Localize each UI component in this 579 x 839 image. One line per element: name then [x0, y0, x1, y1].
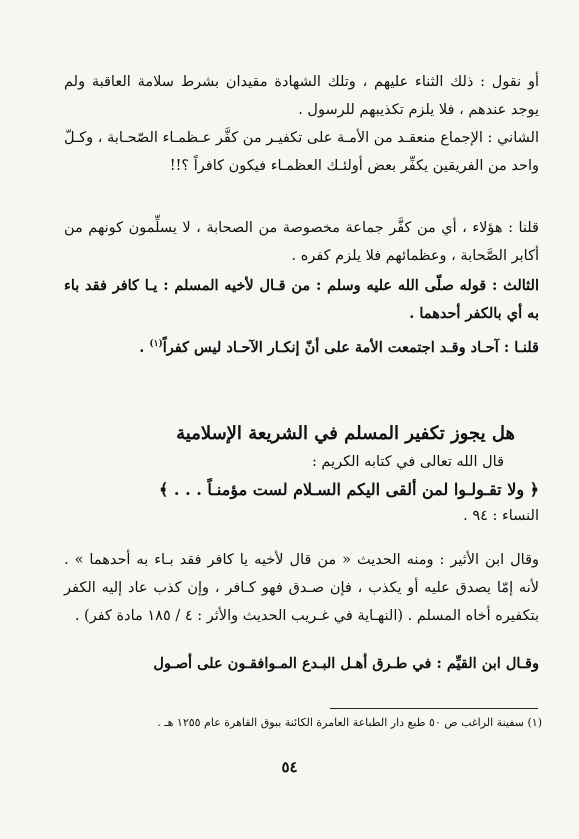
- paragraph-6-text: وقال ابن الأثير : ومنه الحديث « من قال لأخيه يا كافر فقد بـاء به أحدهما » . لأنه إمّا يصدق عليه أو يكذب ، فإن صـدق فهو كـافر ، وإن كذب عاد إليه الكفر بتكفيره أخاه المسلم . (النهـاية في غـريب الحديث والأثر : ٤ / ١٨٥ مادة كفر) .: [64, 552, 539, 624]
- footnote-divider: [330, 708, 538, 709]
- footnote-marker: (١): [149, 339, 163, 349]
- paragraph-2-text: الشاني : الإجماع منعقـد من الأمـة على تكفيـر من كفَّر عـظمـاء الصّحـابة ، وكـلّ واحد من الفريقين يكفِّر بعض أولئـك العظمـاء فيكون كافراً ؟!!: [64, 130, 539, 174]
- paragraph-3-text: قلنا : هؤلاء ، أي من كفَّر جماعة مخصوصة من الصحابة ، لا يسلِّمون كونهم من أكابر الصَّحابة ، وعظمائهم فلا يلزم كفره .: [64, 220, 539, 264]
- paragraph-4: [64, 272, 539, 328]
- page-number: ٥٤: [281, 758, 298, 776]
- paragraph-5-end: .: [139, 338, 150, 356]
- paragraph-3: [64, 214, 539, 270]
- paragraph-7: [64, 650, 539, 678]
- paragraph-7-text: وقـال ابن القيِّم : في طـرق أهـل البـدع المـوافقـون على أصـول: [153, 655, 539, 672]
- quran-verse-text: ﴿ ولا تقـولـوا لمن ألقى اليكم السـلام لست مؤمنـاً . . . ﴾: [158, 480, 539, 499]
- section-heading: هل يجوز تكفير المسلم في الشريعة الإسلامية: [176, 423, 515, 444]
- quran-reference-text: النساء : ٩٤ .: [463, 508, 539, 524]
- paragraph-2: [64, 124, 539, 180]
- quran-intro: [64, 448, 504, 476]
- paragraph-1: [64, 68, 539, 124]
- quran-reference: [64, 502, 539, 530]
- quran-verse: [64, 476, 539, 504]
- footnote: (١) سفينة الراغب ص ٥٠ طبع دار الطباعة العامرة الكائنة ببوق القاهرة عام ١٢٥٥ هـ .: [157, 716, 542, 729]
- paragraph-1-text: أو نقول : ذلك الثناء عليهم ، وتلك الشهادة مقيدان بشرط سلامة العاقبة ولم يوجد عندهم ، فلا يلزم تكذيبهم للرسول .: [64, 74, 539, 118]
- quran-intro-text: قال الله تعالى في كتابه الكريم :: [311, 454, 504, 470]
- paragraph-4-text: الثالث : قوله صلّى الله عليه وسلم : من قـال لأخيه المسلم : يـا كافر فقد باء به أي بالكفر أحدهما .: [64, 277, 539, 322]
- paragraph-6: [64, 546, 539, 630]
- paragraph-5-text: قلنـا : آحـاد وقـد اجتمعت الأمة على أنّ إنكـار الآحـاد ليس كفراً: [162, 338, 539, 356]
- paragraph-5: [64, 330, 539, 362]
